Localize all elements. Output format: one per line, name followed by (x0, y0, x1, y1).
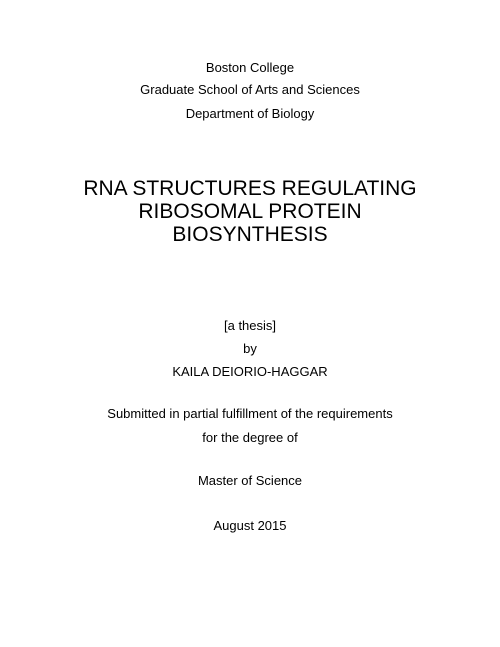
submission-statement-line-2: for the degree of (202, 430, 298, 445)
degree-name: Master of Science (197, 473, 303, 488)
university-name: Boston College (205, 60, 295, 75)
by-label: by (243, 341, 257, 356)
thesis-title-line-1: RNA STRUCTURES REGULATING (83, 177, 417, 200)
school-name: Graduate School of Arts and Sciences (140, 82, 360, 97)
department-name: Department of Biology (185, 106, 315, 121)
submission-date: August 2015 (213, 518, 287, 533)
thesis-title-line-2: RIBOSOMAL PROTEIN (138, 200, 362, 223)
document-type: [a thesis] (223, 318, 277, 333)
thesis-title-line-3: BIOSYNTHESIS (172, 223, 328, 246)
submission-statement-line-1: Submitted in partial fulfillment of the requirements (107, 406, 393, 421)
author-name: KAILA DEIORIO-HAGGAR (172, 364, 328, 379)
